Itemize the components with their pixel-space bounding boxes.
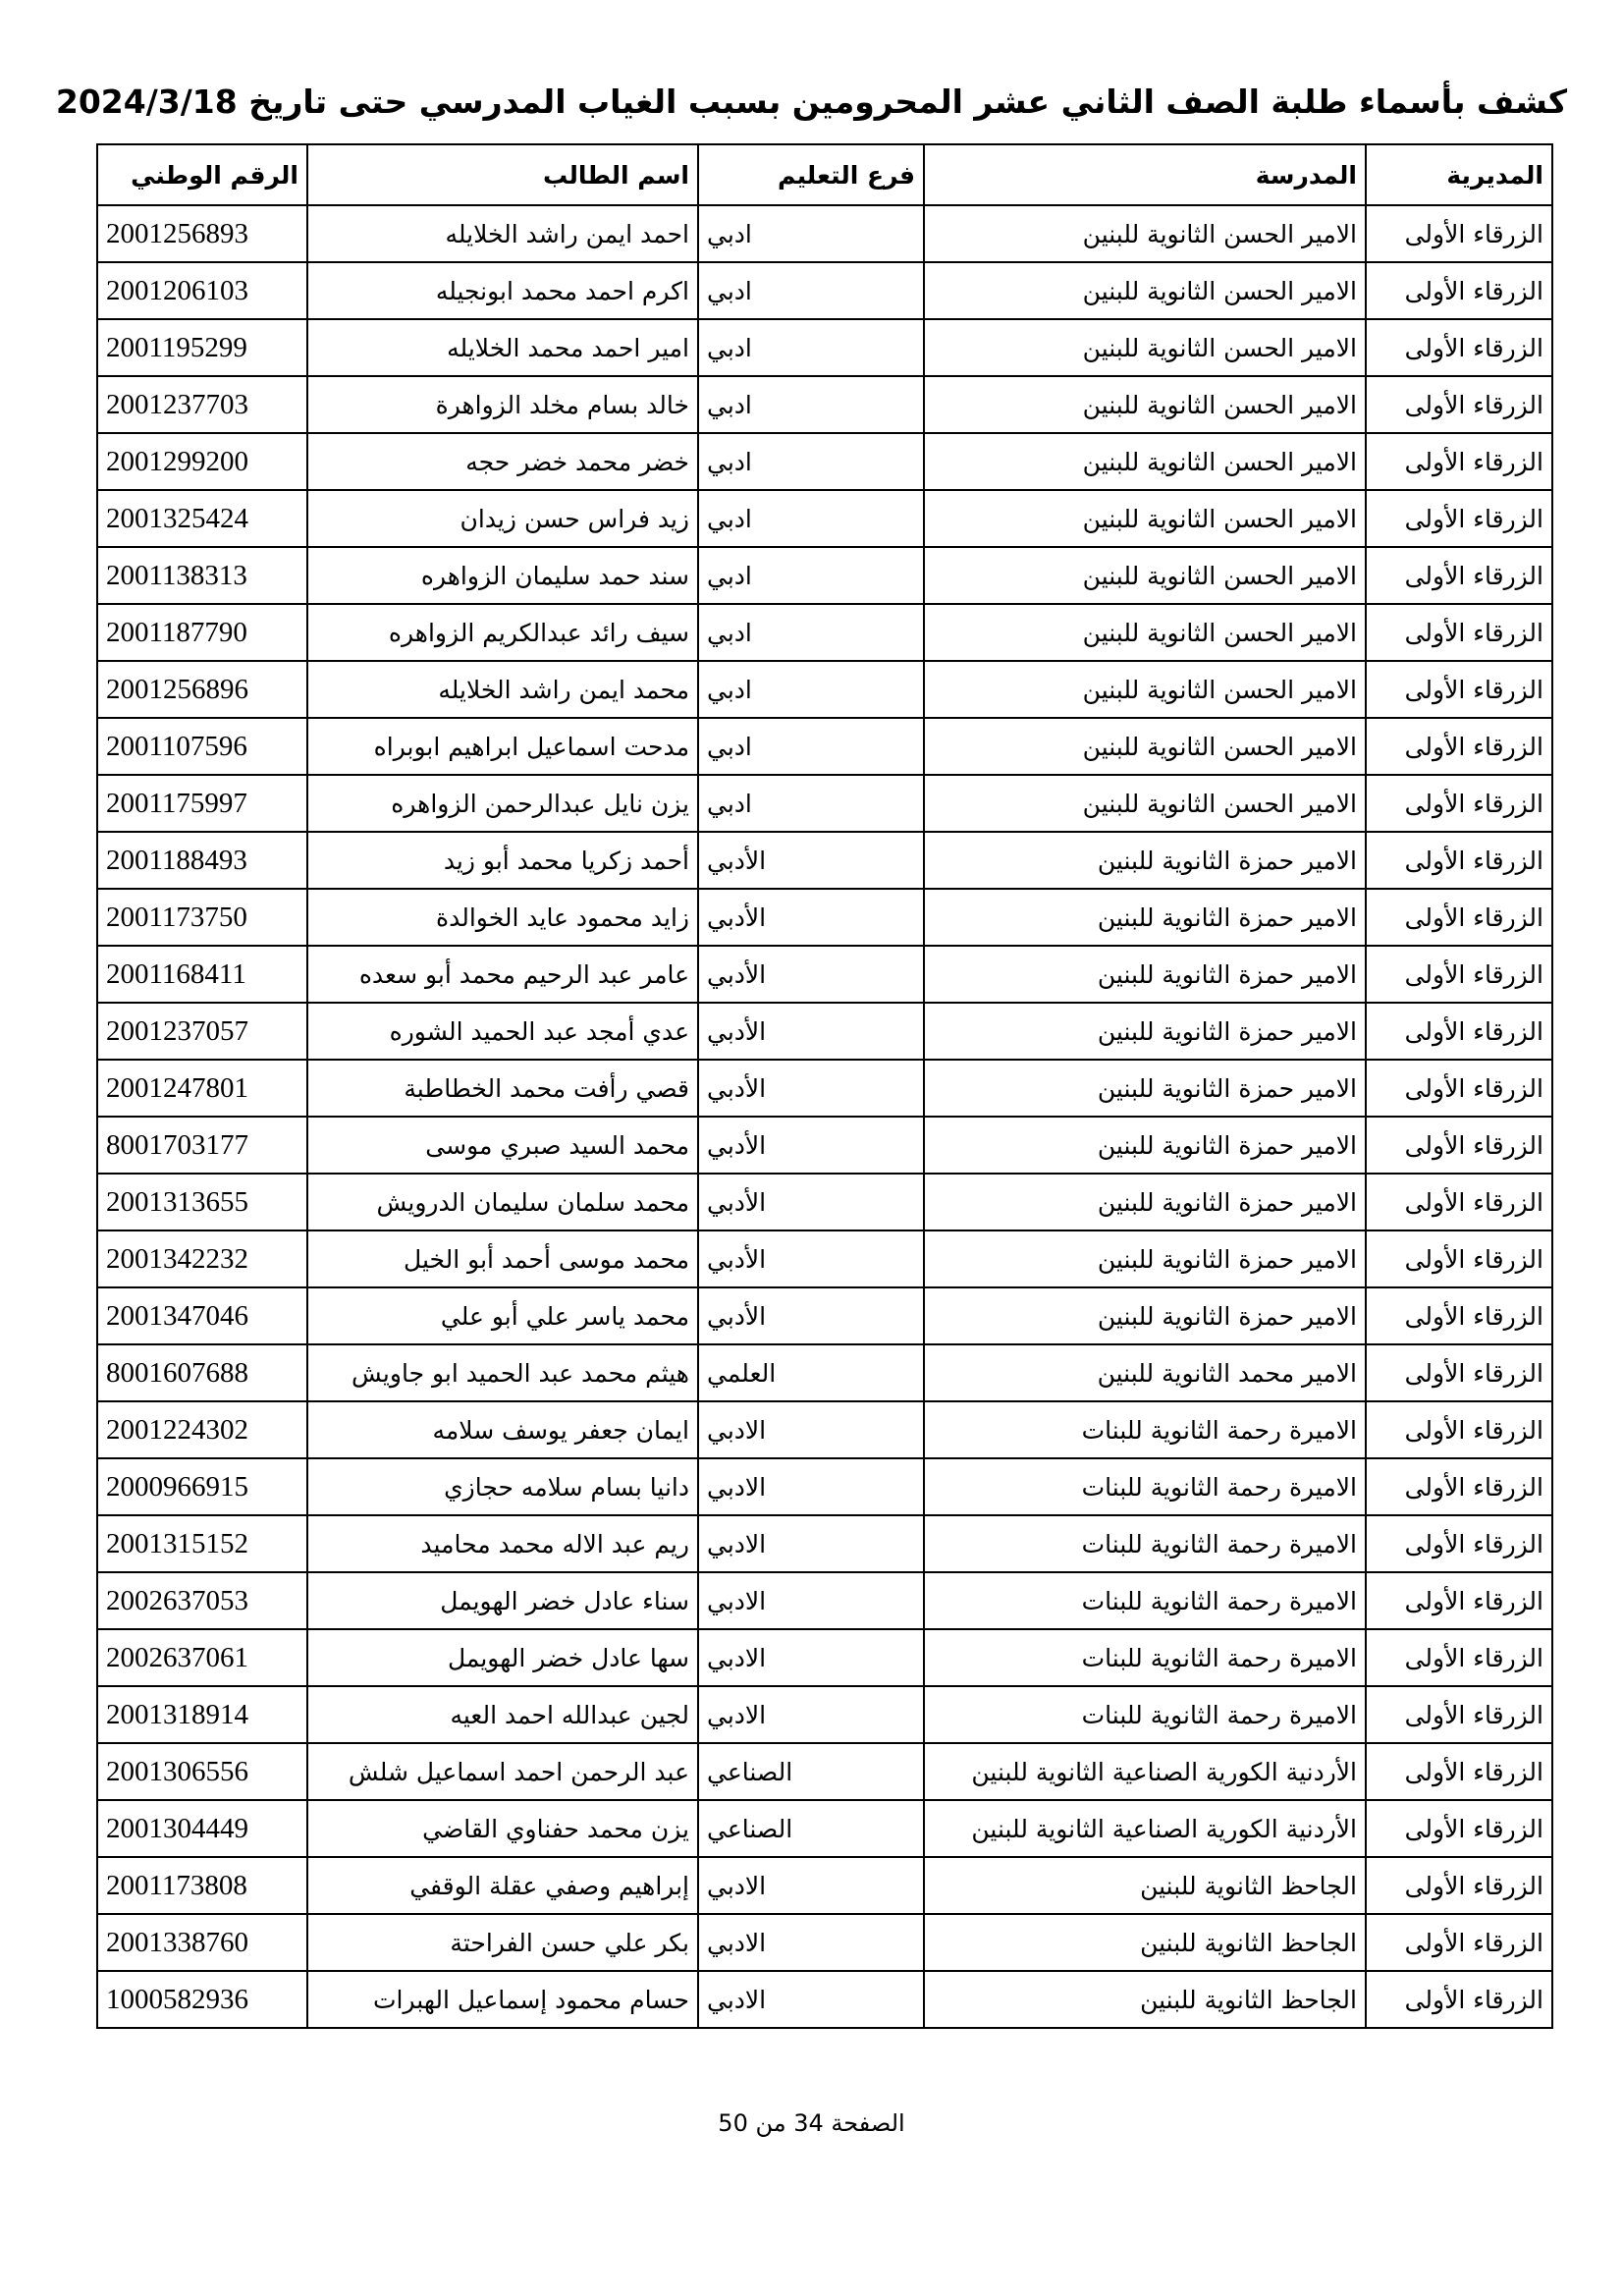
branch-cell: الادبي [698,1971,924,2028]
branch-cell: ادبي [698,490,924,547]
national-id-cell: 2001237057 [97,1003,307,1060]
national-id-cell: 1000582936 [97,1971,307,2028]
school-cell: الامير حمزة الثانوية للبنين [924,1230,1366,1287]
directorate-cell: الزرقاء الأولى [1366,433,1552,490]
student-name-cell: خضر محمد خضر حجه [307,433,698,490]
directorate-cell: الزرقاء الأولى [1366,1971,1552,2028]
table-row [97,1458,1552,1515]
branch-cell: الادبي [698,1401,924,1458]
branch-cell: الأدبي [698,832,924,889]
national-id-cell: 2001237703 [97,376,307,433]
school-cell: الامير حمزة الثانوية للبنين [924,889,1366,946]
branch-cell: ادبي [698,718,924,775]
school-cell: الاميرة رحمة الثانوية للبنات [924,1401,1366,1458]
student-name-cell: سند حمد سليمان الزواهره [307,547,698,604]
national-id-cell: 2001299200 [97,433,307,490]
directorate-cell: الزرقاء الأولى [1366,718,1552,775]
branch-cell: ادبي [698,376,924,433]
directorate-cell: الزرقاء الأولى [1366,1857,1552,1914]
national-id-cell: 2001173750 [97,889,307,946]
national-id-cell: 2001107596 [97,718,307,775]
directorate-cell: الزرقاء الأولى [1366,604,1552,661]
student-name-cell: احمد ايمن راشد الخلايله [307,205,698,262]
student-name-cell: امير احمد محمد الخلايله [307,319,698,376]
school-cell: الامير حمزة الثانوية للبنين [924,1003,1366,1060]
school-cell: الاميرة رحمة الثانوية للبنات [924,1686,1366,1743]
table-row [97,1287,1552,1344]
national-id-cell: 2001224302 [97,1401,307,1458]
table-row [97,775,1552,832]
school-cell: الامير حمزة الثانوية للبنين [924,832,1366,889]
students-table [96,143,1553,2029]
school-cell: الامير الحسن الثانوية للبنين [924,262,1366,319]
national-id-cell: 2001256893 [97,205,307,262]
national-id-cell: 2001342232 [97,1230,307,1287]
student-name-cell: محمد موسى أحمد أبو الخيل [307,1230,698,1287]
directorate-cell: الزرقاء الأولى [1366,1572,1552,1629]
national-id-cell: 2001173808 [97,1857,307,1914]
national-id-cell: 2001195299 [97,319,307,376]
branch-cell: الادبي [698,1686,924,1743]
student-name-cell: حسام محمود إسماعيل الهبرات [307,1971,698,2028]
page-number: الصفحة 34 من 50 [718,2109,905,2137]
national-id-cell: 2001256896 [97,661,307,718]
branch-cell: العلمي [698,1344,924,1401]
school-cell: الامير الحسن الثانوية للبنين [924,490,1366,547]
table-row [97,1743,1552,1800]
national-id-cell: 2001188493 [97,832,307,889]
student-name-cell: مدحت اسماعيل ابراهيم ابوبراه [307,718,698,775]
school-cell: الامير حمزة الثانوية للبنين [924,1287,1366,1344]
national-id-cell: 2002637061 [97,1629,307,1686]
national-id-cell: 2001306556 [97,1743,307,1800]
directorate-cell: الزرقاء الأولى [1366,1743,1552,1800]
header-national-id: الرقم الوطني [97,144,307,205]
branch-cell: الادبي [698,1914,924,1971]
directorate-cell: الزرقاء الأولى [1366,832,1552,889]
national-id-cell: 2001325424 [97,490,307,547]
school-cell: الامير حمزة الثانوية للبنين [924,1060,1366,1117]
national-id-cell: 2001168411 [97,946,307,1003]
directorate-cell: الزرقاء الأولى [1366,775,1552,832]
school-cell: الامير حمزة الثانوية للبنين [924,946,1366,1003]
directorate-cell: الزرقاء الأولى [1366,205,1552,262]
national-id-cell: 2001313655 [97,1174,307,1230]
student-name-cell: خالد بسام مخلد الزواهرة [307,376,698,433]
national-id-cell: 2001318914 [97,1686,307,1743]
school-cell: الأردنية الكورية الصناعية الثانوية للبنين [924,1743,1366,1800]
table-row [97,205,1552,262]
page-title: كشف بأسماء طلبة الصف الثاني عشر المحرومين بسبب الغياب المدرسي حتى تاريخ 2024/3/18 [55,82,1568,121]
branch-cell: الادبي [698,1629,924,1686]
national-id-cell: 2001187790 [97,604,307,661]
school-cell: الجاحظ الثانوية للبنين [924,1857,1366,1914]
school-cell: الاميرة رحمة الثانوية للبنات [924,1572,1366,1629]
directorate-cell: الزرقاء الأولى [1366,262,1552,319]
student-name-cell: عبد الرحمن احمد اسماعيل شلش [307,1743,698,1800]
student-name-cell: دانيا بسام سلامه حجازي [307,1458,698,1515]
directorate-cell: الزرقاء الأولى [1366,946,1552,1003]
directorate-cell: الزرقاء الأولى [1366,1458,1552,1515]
header-branch: فرع التعليم [698,144,924,205]
branch-cell: الأدبي [698,1117,924,1174]
school-cell: الامير محمد الثانوية للبنين [924,1344,1366,1401]
table-row [97,1629,1552,1686]
student-name-cell: عامر عبد الرحيم محمد أبو سعده [307,946,698,1003]
student-name-cell: سناء عادل خضر الهويمل [307,1572,698,1629]
table-row [97,661,1552,718]
student-name-cell: محمد ايمن راشد الخلايله [307,661,698,718]
student-name-cell: محمد ياسر علي أبو علي [307,1287,698,1344]
table-body [97,205,1552,2028]
directorate-cell: الزرقاء الأولى [1366,1629,1552,1686]
table-row [97,1230,1552,1287]
national-id-cell: 2001247801 [97,1060,307,1117]
table-row [97,1344,1552,1401]
header-directorate: المديرية [1366,144,1552,205]
branch-cell: ادبي [698,433,924,490]
student-name-cell: سها عادل خضر الهويمل [307,1629,698,1686]
directorate-cell: الزرقاء الأولى [1366,490,1552,547]
table-row [97,376,1552,433]
branch-cell: الأدبي [698,1003,924,1060]
school-cell: الامير الحسن الثانوية للبنين [924,433,1366,490]
national-id-cell: 2001338760 [97,1914,307,1971]
directorate-cell: الزرقاء الأولى [1366,1060,1552,1117]
national-id-cell: 2001138313 [97,547,307,604]
student-name-cell: سيف رائد عبدالكريم الزواهره [307,604,698,661]
branch-cell: الصناعي [698,1743,924,1800]
student-name-cell: بكر علي حسن الفراحتة [307,1914,698,1971]
student-name-cell: ريم عبد الاله محمد محاميد [307,1515,698,1572]
student-name-cell: محمد السيد صبري موسى [307,1117,698,1174]
table-row [97,262,1552,319]
directorate-cell: الزرقاء الأولى [1366,1515,1552,1572]
table-row [97,1117,1552,1174]
branch-cell: الادبي [698,1857,924,1914]
students-table-container [96,143,1551,2029]
header-school: المدرسة [924,144,1366,205]
national-id-cell: 2001206103 [97,262,307,319]
school-cell: الاميرة رحمة الثانوية للبنات [924,1629,1366,1686]
school-cell: الاميرة رحمة الثانوية للبنات [924,1458,1366,1515]
header-student-name: اسم الطالب [307,144,698,205]
school-cell: الامير الحسن الثانوية للبنين [924,205,1366,262]
table-row [97,1003,1552,1060]
branch-cell: الأدبي [698,1230,924,1287]
directorate-cell: الزرقاء الأولى [1366,1117,1552,1174]
table-row [97,1572,1552,1629]
national-id-cell: 2001175997 [97,775,307,832]
branch-cell: ادبي [698,262,924,319]
table-row [97,718,1552,775]
student-name-cell: قصي رأفت محمد الخطاطبة [307,1060,698,1117]
school-cell: الامير الحسن الثانوية للبنين [924,376,1366,433]
table-row [97,1800,1552,1857]
branch-cell: ادبي [698,205,924,262]
national-id-cell: 8001703177 [97,1117,307,1174]
student-name-cell: اكرم احمد محمد ابونجيله [307,262,698,319]
student-name-cell: يزن نايل عبدالرحمن الزواهره [307,775,698,832]
branch-cell: ادبي [698,604,924,661]
school-cell: الأردنية الكورية الصناعية الثانوية للبنين [924,1800,1366,1857]
directorate-cell: الزرقاء الأولى [1366,1686,1552,1743]
directorate-cell: الزرقاء الأولى [1366,1401,1552,1458]
table-row [97,547,1552,604]
table-row [97,832,1552,889]
table-row [97,889,1552,946]
student-name-cell: هيثم محمد عبد الحميد ابو جاويش [307,1344,698,1401]
national-id-cell: 2002637053 [97,1572,307,1629]
table-row [97,1914,1552,1971]
branch-cell: ادبي [698,661,924,718]
student-name-cell: عدي أمجد عبد الحميد الشوره [307,1003,698,1060]
branch-cell: الأدبي [698,1174,924,1230]
directorate-cell: الزرقاء الأولى [1366,1800,1552,1857]
directorate-cell: الزرقاء الأولى [1366,1003,1552,1060]
branch-cell: الأدبي [698,1060,924,1117]
school-cell: الامير الحسن الثانوية للبنين [924,319,1366,376]
school-cell: الامير الحسن الثانوية للبنين [924,604,1366,661]
table-row [97,319,1552,376]
student-name-cell: يزن محمد حفناوي القاضي [307,1800,698,1857]
table-row [97,1060,1552,1117]
school-cell: الجاحظ الثانوية للبنين [924,1914,1366,1971]
student-name-cell: محمد سلمان سليمان الدرويش [307,1174,698,1230]
school-cell: الامير الحسن الثانوية للبنين [924,661,1366,718]
branch-cell: ادبي [698,775,924,832]
student-name-cell: لجين عبدالله احمد العيه [307,1686,698,1743]
student-name-cell: إبراهيم وصفي عقلة الوقفي [307,1857,698,1914]
directorate-cell: الزرقاء الأولى [1366,661,1552,718]
school-cell: الامير حمزة الثانوية للبنين [924,1117,1366,1174]
branch-cell: الأدبي [698,946,924,1003]
school-cell: الامير الحسن الثانوية للبنين [924,718,1366,775]
national-id-cell: 2000966915 [97,1458,307,1515]
branch-cell: ادبي [698,547,924,604]
directorate-cell: الزرقاء الأولى [1366,1230,1552,1287]
directorate-cell: الزرقاء الأولى [1366,547,1552,604]
branch-cell: الأدبي [698,889,924,946]
directorate-cell: الزرقاء الأولى [1366,889,1552,946]
school-cell: الامير حمزة الثانوية للبنين [924,1174,1366,1230]
school-cell: الامير الحسن الثانوية للبنين [924,775,1366,832]
branch-cell: الادبي [698,1458,924,1515]
student-name-cell: ايمان جعفر يوسف سلامه [307,1401,698,1458]
student-name-cell: أحمد زكريا محمد أبو زيد [307,832,698,889]
national-id-cell: 2001347046 [97,1287,307,1344]
table-row [97,1174,1552,1230]
table-row [97,1971,1552,2028]
table-row [97,1686,1552,1743]
branch-cell: الادبي [698,1515,924,1572]
branch-cell: الادبي [698,1572,924,1629]
national-id-cell: 8001607688 [97,1344,307,1401]
school-cell: الامير الحسن الثانوية للبنين [924,547,1366,604]
directorate-cell: الزرقاء الأولى [1366,1914,1552,1971]
branch-cell: ادبي [698,319,924,376]
student-name-cell: زايد محمود عايد الخوالدة [307,889,698,946]
branch-cell: الصناعي [698,1800,924,1857]
table-row [97,1515,1552,1572]
table-row [97,604,1552,661]
directorate-cell: الزرقاء الأولى [1366,1287,1552,1344]
table-header-row [97,144,1552,205]
table-row [97,490,1552,547]
branch-cell: الأدبي [698,1287,924,1344]
directorate-cell: الزرقاء الأولى [1366,1344,1552,1401]
school-cell: الجاحظ الثانوية للبنين [924,1971,1366,2028]
school-cell: الاميرة رحمة الثانوية للبنات [924,1515,1366,1572]
table-row [97,946,1552,1003]
table-row [97,433,1552,490]
table-row [97,1401,1552,1458]
directorate-cell: الزرقاء الأولى [1366,319,1552,376]
directorate-cell: الزرقاء الأولى [1366,1174,1552,1230]
directorate-cell: الزرقاء الأولى [1366,376,1552,433]
student-name-cell: زيد فراس حسن زيدان [307,490,698,547]
table-row [97,1857,1552,1914]
national-id-cell: 2001304449 [97,1800,307,1857]
national-id-cell: 2001315152 [97,1515,307,1572]
